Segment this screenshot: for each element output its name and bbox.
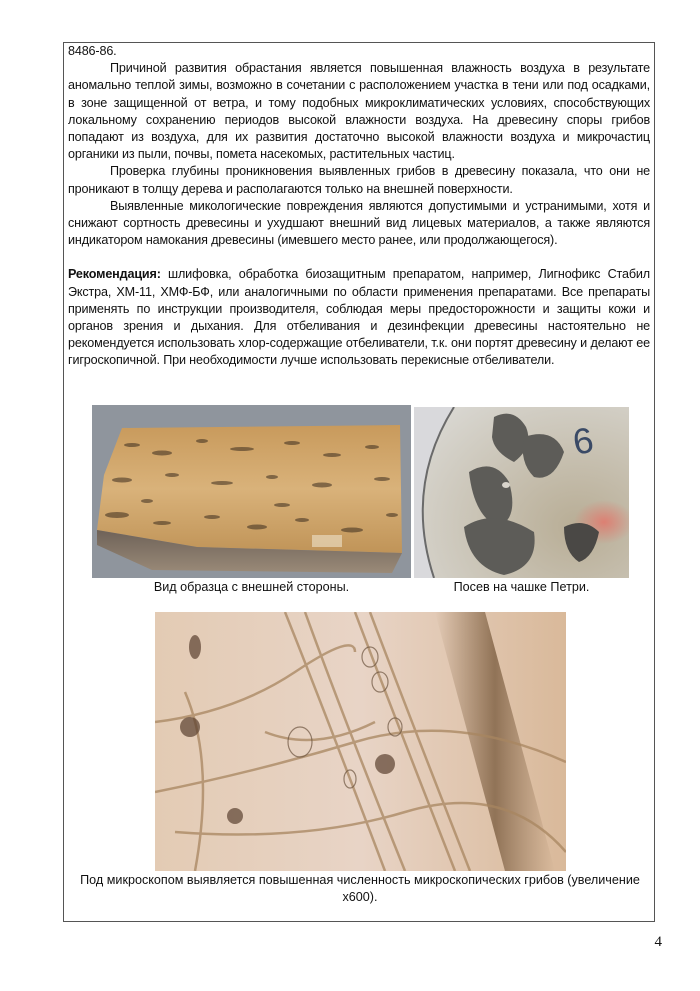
petri-dish-illustration xyxy=(414,407,629,578)
recommendation-label: Рекомендация: xyxy=(68,267,161,282)
microscope-photo xyxy=(155,612,566,871)
wood-sample-caption: Вид образца с внешней стороны. xyxy=(153,580,350,594)
paragraph-cause: Причиной развития обрастания является повышенная влажность воздуха в результате аномально теплой зимы, возможно в сочетании с расположением участка в тени или под осадками, в зоне защищенной от ветра, и тому подобных микроклиматических условиях, способствующих локальному сохранению периодов высокой влажности воздуха. На древесину споры грибов попадают из воздуха, для их развития достаточно высокой влажности воздуха и микрочастиц органики из пыли, почвы, помета насекомых, растительных частиц. xyxy=(68,61,650,162)
paragraph-depth-check: Проверка глубины проникновения выявленных грибов в древесину показала, что они не проникают в толщу дерева и располагаются только на внешней поверхности. xyxy=(68,164,650,196)
body-text xyxy=(68,43,650,370)
wood-sample-photo xyxy=(92,405,411,578)
wood-sample-illustration xyxy=(92,405,411,578)
recommendation-text: шлифовка, обработка биозащитным препаратом, например, Лигнофикс Стабил Экстра, ХМ-11, ХМФ-БФ, или аналогичными по области применения препаратами. Все препараты применять по инструкции производителя, соблюдая меры предосторожности и защиты кожи и органов зрения и дыхания. Для отбеливания и дезинфекции древесины настоятельно не рекомендуется использовать хлор-содержащие отбеливатели, т.к. они портят древесину и делают ее гигроскопичной. При необходимости лучше использовать перекисные отбеливатели. xyxy=(68,267,650,368)
page-number: 4 xyxy=(654,934,662,950)
petri-handwritten-label: 6 xyxy=(569,418,597,463)
microscope-caption: Под микроскопом выявляется повышенная численность микроскопических грибов (увеличение х600). xyxy=(80,873,640,904)
petri-dish-photo xyxy=(414,407,629,578)
header-fragment: 8486-86. xyxy=(68,44,117,58)
microscope-illustration xyxy=(155,612,566,871)
paragraph-damage: Выявленные микологические повреждения являются допустимыми и устранимыми, хотя и снижают сортность древесины и ухудшают внешний вид лицевых материалов, а также являются индикатором намокания древесины (имевшего место ранее, или продолжающегося). xyxy=(68,198,650,248)
petri-dish-caption: Посев на чашке Петри. xyxy=(453,580,590,594)
paragraph-recommendation xyxy=(68,266,650,369)
